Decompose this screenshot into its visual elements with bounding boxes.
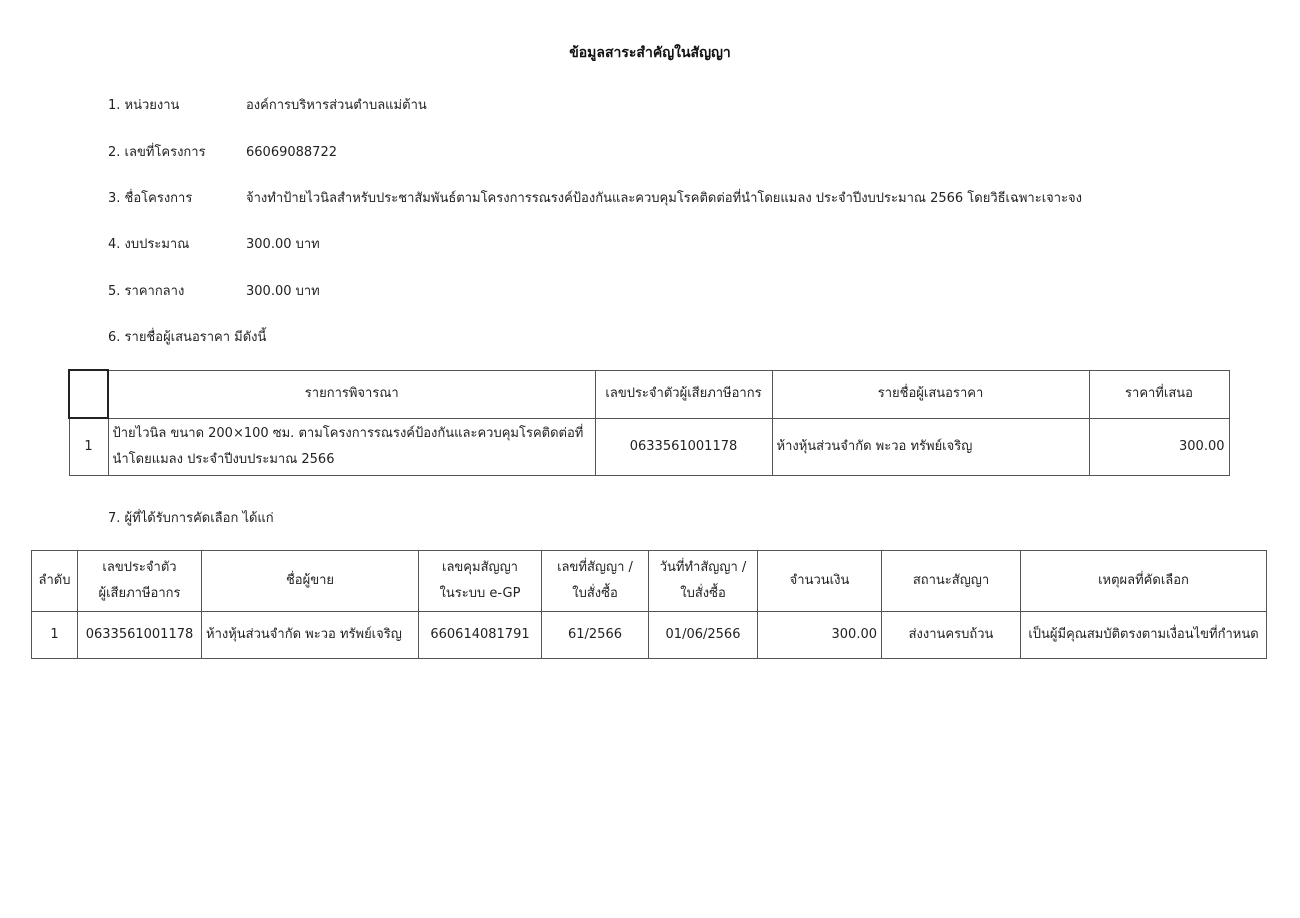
control-header-line-1: เลขคุมสัญญา [442, 560, 518, 575]
budget-label: 4. งบประมาณ [108, 237, 190, 252]
document-title: ข้อมูลสาระสำคัญในสัญญา [569, 45, 731, 61]
info-row-budget [108, 234, 320, 256]
tax-id: 0633561001178 [78, 612, 202, 659]
bidders-heading: 6. รายชื่อผู้เสนอราคา มีดังนี้ [108, 330, 267, 345]
column-header-no: ลำดับ [32, 551, 78, 612]
contract-date-header-line-1: วันที่ทำสัญญา / [659, 560, 747, 575]
contract-amount: 300.00 [758, 612, 882, 659]
reference-price-label: 5. ราคากลาง [108, 284, 185, 299]
winner-header-row [32, 551, 1267, 612]
project-name-value: จ้างทำป้ายไวนิลสำหรับประชาสัมพันธ์ตามโครงการรณรงค์ป้องกันและควบคุมโรคติดต่อที่นำโดยแมลง ประจำปีงบประมาณ 2566 โดยวิธีเฉพาะเจาะจง [246, 191, 1083, 206]
column-header-status: สถานะสัญญา [882, 551, 1021, 612]
column-header-tax-id: เลขประจำตัวผู้เสียภาษีอากร [595, 370, 772, 418]
row-number: 1 [32, 612, 78, 659]
reference-price-value: 300.00 บาท [246, 284, 320, 299]
budget-value: 300.00 บาท [246, 237, 320, 252]
column-header-item: รายการพิจารณา [108, 370, 595, 418]
column-header-tax-id [78, 551, 202, 612]
project-name-label: 3. ชื่อโครงการ [108, 191, 193, 206]
contract-date-header-line-2: ใบสั่งซื้อ [680, 586, 726, 601]
column-header-price: ราคาที่เสนอ [1089, 370, 1229, 418]
tax-id: 0633561001178 [595, 418, 772, 476]
row-number: 1 [69, 418, 108, 476]
column-header-contract-date [649, 551, 758, 612]
tax-id-header-line-1: เลขประจำตัว [102, 560, 177, 575]
seller-name: ห้างหุ้นส่วนจำกัด พะวอ ทรัพย์เจริญ [202, 612, 419, 659]
offered-price: 300.00 [1089, 418, 1229, 476]
tax-id-header-line-2: ผู้เสียภาษีอากร [98, 586, 181, 601]
bidders-header-row [69, 370, 1229, 418]
column-header-contract-number [542, 551, 649, 612]
contract-no-header-line-1: เลขที่สัญญา / [557, 560, 633, 575]
bidders-corner-cell [69, 370, 108, 418]
info-row-reference-price [108, 281, 320, 303]
agency-value: องค์การบริหารส่วนตำบลแม่ต้าน [246, 98, 427, 113]
bidder-name: ห้างหุ้นส่วนจำกัด พะวอ ทรัพย์เจริญ [772, 418, 1089, 476]
control-header-line-2: ในระบบ e-GP [439, 586, 521, 601]
project-number-label: 2. เลขที่โครงการ [108, 145, 206, 160]
column-header-reason: เหตุผลที่คัดเลือก [1021, 551, 1267, 612]
column-header-bidder: รายชื่อผู้เสนอราคา [772, 370, 1089, 418]
winner-heading: 7. ผู้ที่ได้รับการคัดเลือก ได้แก่ [108, 511, 274, 526]
table-row [32, 612, 1267, 659]
control-number: 660614081791 [419, 612, 542, 659]
info-row-project-name [108, 188, 1082, 210]
contract-no-header-line-2: ใบสั่งซื้อ [572, 586, 618, 601]
bidders-table [68, 369, 1230, 476]
table-row [69, 418, 1229, 476]
info-row-agency [108, 95, 427, 117]
column-header-control-number [419, 551, 542, 612]
column-header-seller: ชื่อผู้ขาย [202, 551, 419, 612]
agency-label: 1. หน่วยงาน [108, 98, 180, 113]
project-number-value: 66069088722 [246, 145, 337, 160]
selection-reason: เป็นผู้มีคุณสมบัติตรงตามเงื่อนไขที่กำหนด [1021, 612, 1267, 659]
winner-table [31, 550, 1267, 659]
item-description: ป้ายไวนิล ขนาด 200×100 ซม. ตามโครงการรณรงค์ป้องกันและควบคุมโรคติดต่อที่นำโดยแมลง ประจำปีงบประมาณ 2566 [108, 418, 595, 476]
contract-number: 61/2566 [542, 612, 649, 659]
contract-status: ส่งงานครบถ้วน [882, 612, 1021, 659]
column-header-amount: จำนวนเงิน [758, 551, 882, 612]
contract-date: 01/06/2566 [649, 612, 758, 659]
info-row-project-number [108, 142, 337, 164]
